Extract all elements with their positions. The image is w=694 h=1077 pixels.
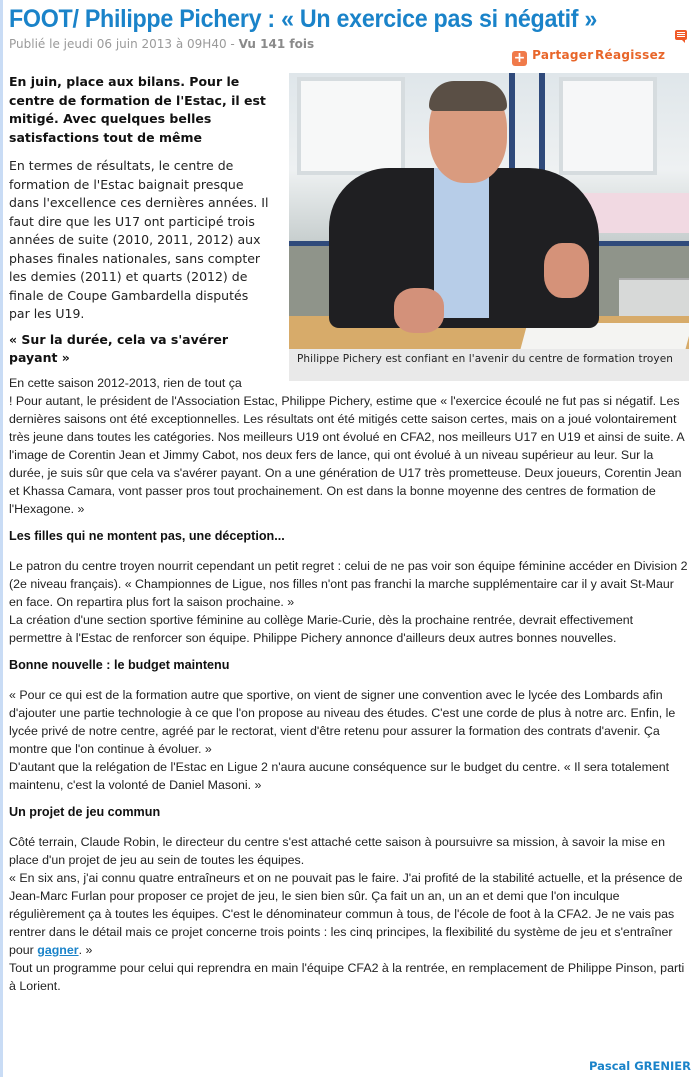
paragraph: D'autant que la relégation de l'Estac en Ligue 2 n'aura aucune conséquence sur le budget du centre. « Il sera totalement maintenu, c'est la volonté de Daniel Masoni. »	[9, 759, 670, 792]
photo-person-hand	[394, 288, 444, 333]
paragraph: Le patron du centre troyen nourrit cependant un petit regret : celui de ne pas voir son équipe féminine accéder en Division 2 (2e niveau français). « Championnes de Ligue, nos filles n'ont pas franchi la marche supplémentaire car il y avait St-Maur en face. On repartira plus fort la saison prochaine. »	[9, 558, 688, 609]
paragraph: Tout un programme pour celui qui reprendra en main l'équipe CFA2 à la rentrée, en remplacement de Philippe Pinson, parti à Lorient.	[9, 960, 685, 993]
article-intro: En termes de résultats, le centre de formation de l'Estac baignait presque dans l'excellence ces dernières années. Il faut dire que les U17 ont participé trois années de suite (2010, 2011, 2012) aux phases finales nationales, sans compter les demies (2011) et quarts (2012) de finale de Coupe Gambardella disputés par les U19.	[9, 158, 269, 321]
react-label: Réagissez	[595, 48, 666, 62]
section-heading: « Sur la durée, cela va s'avérer payant »	[9, 331, 229, 365]
photo-figure	[289, 73, 689, 381]
section-heading: Bonne nouvelle : le budget maintenu	[9, 657, 230, 672]
author-name[interactable]: Pascal GRENIER	[588, 1059, 691, 1073]
article-title: FOOT/ Philippe Pichery : « Un exercice pas si négatif »	[9, 5, 598, 33]
share-label: Partager	[532, 48, 594, 62]
photo-window	[297, 77, 405, 175]
paragraph	[9, 869, 689, 959]
article-lead: En juin, place aux bilans. Pour le centre de formation de l'Estac, il est mitigé. Avec quelques belles satisfactions tout de même	[9, 74, 266, 145]
photo-window	[559, 77, 657, 175]
meta-row	[9, 36, 689, 66]
paragraph: La création d'une section sportive féminine au collège Marie-Curie, dès la prochaine rentrée, devrait effectivement permettre à l'Estac de renforcer son équipe. Philippe Pichery annonce d'ailleurs deux autres bonnes nouvelles.	[9, 612, 634, 645]
article	[9, 0, 689, 995]
photo-caption: Philippe Pichery est confiant en l'avenir du centre de formation troyen	[297, 353, 674, 365]
paragraph: ! Pour autant, le président de l'Association Estac, Philippe Pichery, estime que « l'exercice écoulé ne fut pas si négatif. Les dernières saisons ont été exceptionnelles. Les résultats ont été mitigés cette saison certes, mais on a joué volontairement très jeune dans toutes les catégories. Nos meilleurs U19 ont évolué en CFA2, nos meilleurs U17 en U19 et ainsi de suite. A l'image de Corentin Jean et Jimmy Cabot, nos deux fers de lance, qui ont évolué à un niveau supérieur au leur. Sur la durée, je suis sûr que cela va s'avérer payant. On a une génération de U17 très prometteuse. Deux joueurs, Corentin Jean et Khassa Camara, vont passer pros tout prochainement. On est dans la bonne moyenne des centres de formation de l'Hexagone. »	[9, 393, 684, 516]
plus-icon: +	[513, 50, 526, 66]
section-heading: Un projet de jeu commun	[9, 804, 161, 819]
paragraph: « Pour ce qui est de la formation autre que sportive, on vient de signer une convention avec le lycée des Lombards afin d'ajouter une partie technologie à ce que l'on propose au niveau des études. C'est une corde de plus à notre arc. Enfin, le lycée privé de notre centre, agréé par le rectorat, vient d'être retenu pour assurer la formation des contrats d'avenir. Ça montre que l'on continue à évoluer. »	[9, 687, 676, 756]
paragraph: En cette saison 2012-2013, rien de tout ça	[9, 375, 242, 390]
view-count: Vu 141 fois	[238, 37, 315, 51]
quote-end: . »	[78, 942, 93, 957]
gagner-link[interactable]: gagner	[37, 942, 79, 957]
left-border-strip	[0, 0, 3, 1077]
quote-text: « En six ans, j'ai connu quatre entraîneurs et on ne pouvait pas le faire. J'ai profité de la stabilité actuelle, et la présence de Jean-Marc Furlan pour proposer ce projet de jeu, le sien bien sûr. Ça fait un an, un an et demi que l'on inculque régulièrement ça à toutes les équipes. C'est le dénominateur commun à tous, de l'école de foot à la CFA2. Je ne vais pas rentrer dans le détail mais ce projet concerne trois points : les cinq principes, la flexibilité du système de jeu et s'entraîner pour	[9, 870, 683, 957]
photo-person-hand	[544, 243, 589, 298]
photo-radiator	[619, 278, 689, 320]
photo-person-shirt	[434, 168, 489, 318]
published-date: Publié le jeudi 06 juin 2013 à 09H40 -	[9, 37, 239, 51]
article-body	[9, 73, 689, 995]
comment-icon[interactable]	[675, 30, 687, 40]
paragraph: Côté terrain, Claude Robin, le directeur du centre s'est attaché cette saison à poursuivre sa mission, à savoir la mise en place d'un projet de jeu au sein de toutes les équipes.	[9, 834, 665, 867]
share-button[interactable]	[512, 44, 593, 66]
section-heading: Les filles qui ne montent pas, une déception...	[9, 528, 285, 543]
photo-frame	[509, 73, 515, 173]
article-photo	[289, 73, 689, 349]
photo-person-hair	[429, 81, 507, 111]
publication-meta	[9, 37, 314, 51]
photo-frame	[539, 73, 545, 183]
react-button[interactable]	[595, 44, 665, 63]
